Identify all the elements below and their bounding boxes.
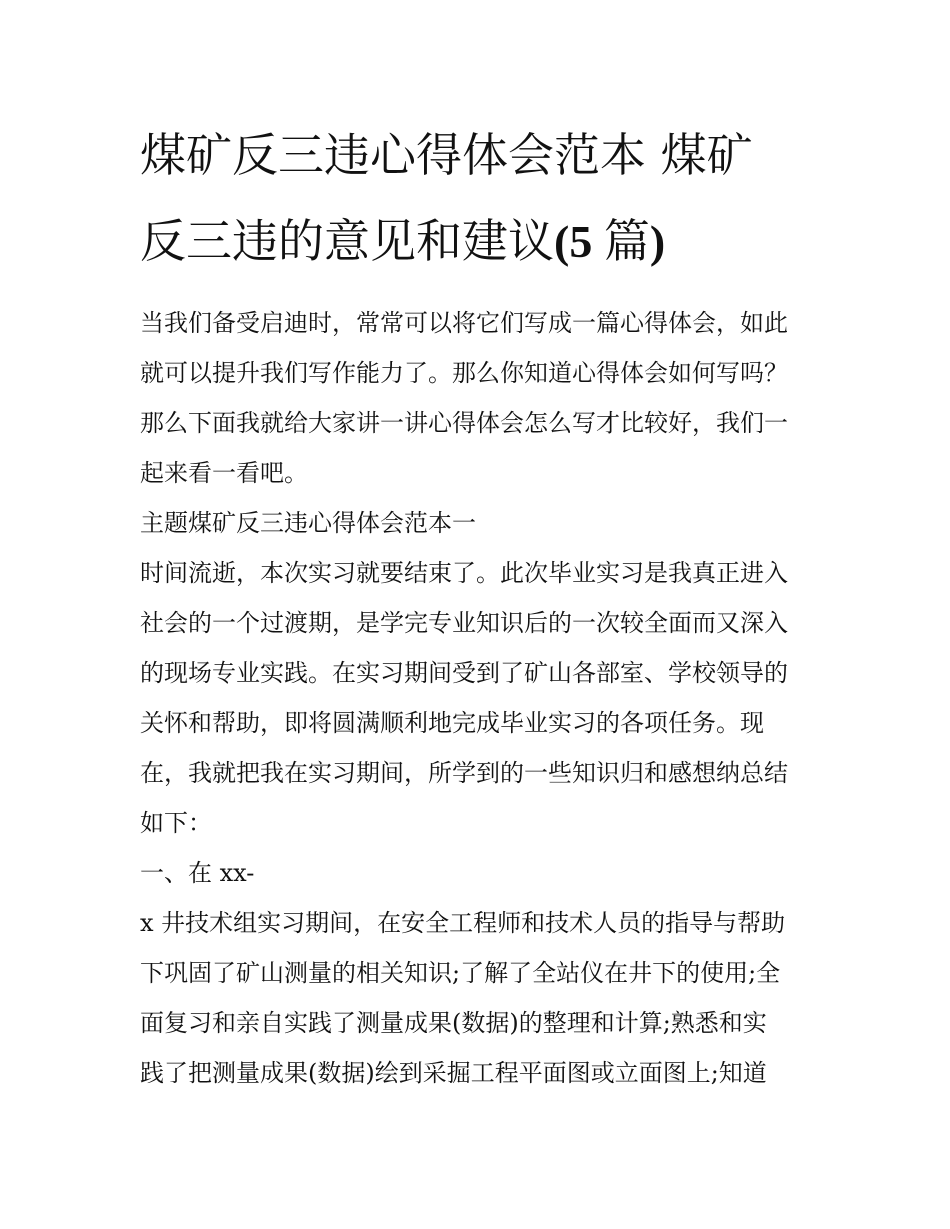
paragraph-intro [140, 298, 812, 498]
text-line: x 井技术组实习期间，在安全工程师和技术人员的指导与帮助 [140, 909, 786, 937]
text-line: 时间流逝，本次实习就要结束了。此次毕业实习是我真正进入 [140, 559, 788, 587]
title-count: (5 [554, 216, 604, 267]
text-line: 的现场专业实践。在实习期间受到了矿山各部室、学校领导的 [140, 659, 788, 687]
text-line: 就可以提升我们写作能力了。那么你知道心得体会如何写吗？ [140, 359, 788, 387]
text-line: 面复习和亲自实践了测量成果(数据)的整理和计算;熟悉和实 [140, 1009, 767, 1037]
list-item-heading: 一、在 xx- [140, 859, 255, 887]
text-line: 当我们备受启迪时，常常可以将它们写成一篇心得体会，如此 [140, 309, 788, 337]
title-line-2 [140, 198, 812, 284]
document-title [140, 112, 812, 284]
text-line: 践了把测量成果(数据)绘到采掘工程平面图或立面图上;知道 [140, 1059, 767, 1087]
text-line: 下巩固了矿山测量的相关知识;了解了全站仪在井下的使用;全 [140, 959, 781, 987]
text-line: 在，我就把我在实习期间，所学到的一些知识归和感想纳总结 [140, 759, 788, 787]
text-line: 那么下面我就给大家讲一讲心得体会怎么写才比较好，我们一 [140, 409, 788, 437]
text-line: 社会的一个过渡期，是学完专业知识后的一次较全面而又深入 [140, 609, 788, 637]
document-body [140, 298, 812, 1098]
paragraph-list-item-1 [140, 848, 812, 898]
paragraph-internship [140, 548, 812, 848]
text-line: 如下： [140, 809, 212, 837]
paragraph-section-heading [140, 498, 812, 548]
title-line-1: 煤矿反三违心得体会范本 煤矿 [140, 128, 753, 182]
section-heading: 主题煤矿反三违心得体会范本一 [140, 509, 476, 537]
paragraph-list-item-1-body [140, 898, 812, 1098]
title-count-unit: 篇 [603, 214, 650, 268]
title-line-2-prefix: 反三违的意见和建议 [140, 214, 554, 268]
text-line: 关怀和帮助，即将圆满顺利地完成毕业实习的各项任务。现 [140, 709, 764, 737]
document-page [140, 112, 812, 1098]
text-line: 起来看一看吧。 [140, 459, 308, 487]
title-close-paren: ) [649, 216, 666, 267]
